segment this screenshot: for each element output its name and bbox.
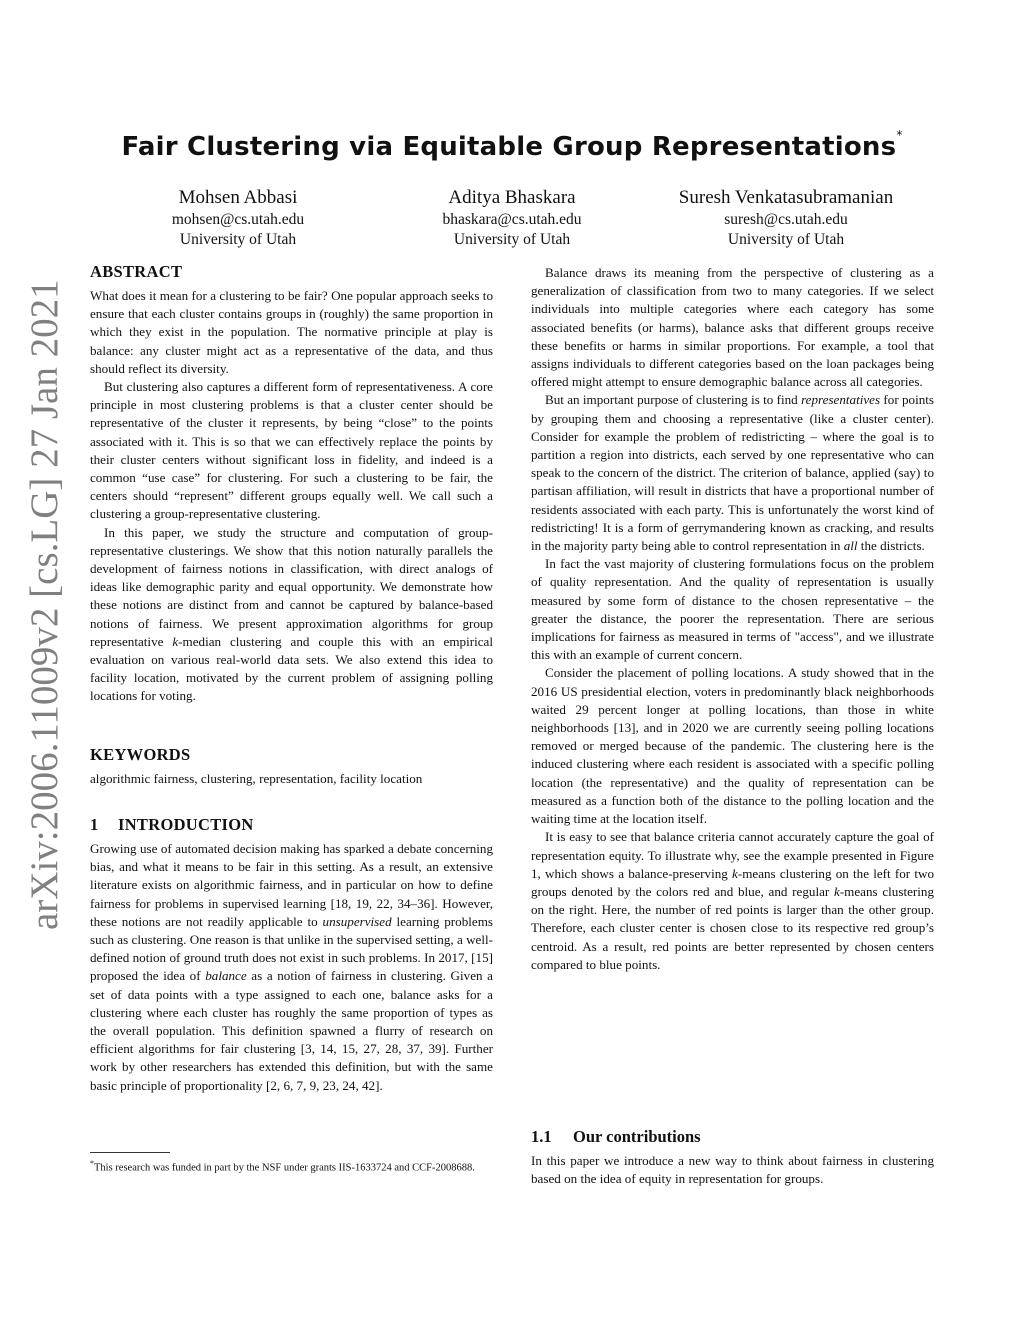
contributions-title: Our contributions [573,1127,701,1146]
intro-p1-text-b: learning problems such as clustering. One reason is that unlike in the supervised setting, a well-defined notion of ground truth does not exist in such problems. In 2017, [15] proposed the idea of [90,913,493,984]
intro-paragraph-figure [531,828,934,974]
abstract-p3-text-b: -median clustering and couple this with an empirical evaluation on various real-world data sets. We also extend this idea to facility location, motivated by the current problem of assigning polling locations for voting. [90,633,493,704]
intro-r5-text-b: -means clustering on the left for two groups denoted by the colors red and blue, and regular [531,865,934,899]
intro-paragraph-1 [90,840,493,1095]
abstract-heading: ABSTRACT [90,262,183,281]
intro-paragraph-balance: Balance draws its meaning from the perspective of clustering as a generalization of classification from two to many categories. If we select individuals into multiple categories where each category has some associated benefits (or harms), balance asks that different groups receive these benefits or harms in similar proportions. For example, a tool that assigns individuals to different categories based on the loan packages being offered might attempt to ensure demographic balance across all categories. [531,265,934,390]
paper-title-text: Fair Clustering via Equitable Group Representations [121,132,897,162]
contributions-text: In this paper we introduce a new way to think about fairness in clustering based on the idea of equity in representation for groups. [531,1153,934,1187]
abstract-paragraph-2: But clustering also captures a different form of representativeness. A core principle in most clustering problems is that a cluster center should be representative of the cluster it represents, by being “close” to the points associated with it. This is so that we can effectively replace the points by their cluster centers without significant loss in fidelity, and indeed is a common “use case” for clustering. For such a clustering to be fair, the centers should “represent” different groups equally well. We call such a clustering a group-representative clustering. [90,379,493,522]
footnote-rule [90,1152,170,1153]
footnote-mark: * [90,1159,94,1168]
abstract-paragraph-3 [90,524,493,706]
author-affiliation: University of Utah [727,231,845,248]
contributions-number: 1.1 [531,1127,552,1146]
author-1 [88,186,388,250]
author-affiliation: University of Utah [453,231,571,248]
intro-body-left [90,840,493,1095]
intro-r5-k-1: k [732,865,738,881]
intro-paragraph-polling: Consider the placement of polling locations. A study showed that in the 2016 US presidential election, voters in predominantly black neighborhoods waited 29 percent longer at polling locations, than those in white neighborhoods [13], and in 2020 we are currently seeing polling locations removed or merged because of the pandemic. The clustering here is the induced clustering where each resident is associated with a specific polling location (the representative) and the quality of representation can be measured as a function both of the distance to the polling location and the waiting time at the location itself. [531,665,934,827]
keywords-body [90,770,493,788]
intro-r2-em: representatives [801,392,881,408]
intro-p1-text-a: Growing use of automated decision making has sparked a debate concerning bias, and what it means to be fair in this setting. As a result, an extensive literature exists on algorithmic fairness, and in particular on how to define fairness for problems in supervised learning [18, 19, 22, 34–36]. However, these notions are not readily applicable to [90,841,493,929]
abstract-p3-text-a: In this paper, we study the structure and computation of group-representative clusterings. We show that this notion naturally parallels the development of fairness notions in classification, with direct analogs of ideas like demographic parity and equal opportunity. We demonstrate how these notions are distinct from and cannot be captured by balance-based notions of fairness. We present approximation algorithms for group representative [90,524,493,649]
author-name: Mohsen Abbasi [178,187,298,208]
intro-r5-k-2: k [834,883,840,899]
intro-p1-em-2: balance [205,968,247,984]
intro-title: INTRODUCTION [118,815,254,834]
intro-r2-text-b: for points by grouping them and choosing a representative (like a cluster center). Consider for example the problem of redistricting – where the goal is to partition a region into districts, each served by one representative who can speak to the concern of the district. The criterion of balance, applied (say) to partisan affiliation, will result in districts that have a proportional number of residents associated with each party. This is unfortunately the worst kind of redistricting! It is a form of gerrymandering known as cracking, and results in the majority party being able to control representation in [531,392,935,554]
author-affiliation: University of Utah [179,231,297,248]
intro-r2-text-c: the districts. [857,538,925,554]
abstract-p3-k: k [172,633,179,649]
author-email: mohsen@cs.utah.edu [171,211,305,228]
intro-r2-text-a: But an important purpose of clustering is to find [545,392,802,408]
intro-r5-text-a: It is easy to see that balance criteria cannot accurately capture the goal of representation equity. To illustrate why, see the example presented in Figure 1, which shows a balance-preserving [531,829,934,881]
abstract-body [90,287,493,706]
keywords-heading: KEYWORDS [90,745,191,764]
contributions-heading [531,1127,701,1147]
intro-heading [90,815,254,835]
abstract-paragraph-1: What does it mean for a clustering to be fair? One popular approach seeks to ensure that each cluster contains groups in (roughly) the same proportion in which they exist in the population. The normative principle at play is balance: any cluster might act as a representative of the data, and thus should reflect its diversity. [90,288,493,376]
intro-body-right [531,264,934,974]
keywords-text: algorithmic fairness, clustering, representation, facility location [90,771,423,786]
paper-title [0,128,1024,162]
footnote [90,1157,493,1176]
title-footnote-mark: * [896,128,903,142]
author-name: Suresh Venkatasubramanian [678,187,894,208]
footnote-text: This research was funded in part by the NSF under grants IIS-1633724 and CCF-2008688. [94,1162,475,1174]
intro-number: 1 [90,815,99,834]
arxiv-identifier: arXiv:2006.11009v2 [cs.LG] 27 Jan 2021 [23,279,66,930]
intro-paragraph-representatives [531,391,934,555]
intro-p1-text-c: as a notion of fairness in clustering. Given a set of data points with a type assigned to each one, balance asks for a clustering where each cluster has roughly the same proportion of types as the overall population. This definition spawned a flurry of research on efficient algorithms for fair clustering [3, 14, 15, 27, 28, 37, 39]. Further work by other researchers has extended this definition, but with the same basic principle of proportionality [2, 6, 7, 9, 23, 24, 42]. [90,968,493,1093]
intro-r2-em-2: all [843,538,858,554]
intro-r5-text-c: -means clustering on the right. Here, the number of red points is larger than the other group. Therefore, each cluster center is chosen close to its respective red group’s centroid. As a result, red points are better represented by chosen centers compared to blue points. [531,883,934,972]
intro-p1-em-1: unsupervised [322,913,392,929]
author-3 [636,186,936,250]
author-name: Aditya Bhaskara [448,187,576,208]
contributions-body [531,1152,934,1188]
author-email: suresh@cs.utah.edu [724,211,848,228]
author-email: bhaskara@cs.utah.edu [442,211,582,228]
intro-paragraph-quality: In fact the vast majority of clustering formulations focus on the problem of quality representation. And the quality of representation is usually measured by some form of distance to the chosen representative – the greater the distance, the poorer the representation. There are serious implications for fairness as measured in terms of "access", and we illustrate this with an example of current concern. [531,556,934,663]
author-2 [362,186,662,250]
